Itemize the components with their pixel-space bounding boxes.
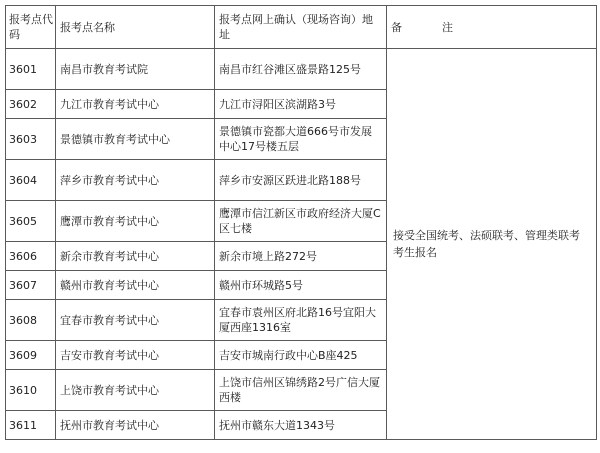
site-name: 鹰潭市教育考试中心 (56, 201, 215, 242)
site-address: 鹰潭市信江新区市政府经济大厦C区七楼 (215, 201, 387, 242)
table-row (6, 49, 597, 90)
header-remark-a: 备 (391, 20, 402, 34)
site-address: 新余市境上路272号 (215, 242, 387, 271)
site-code: 3609 (6, 341, 56, 370)
site-address: 吉安市城南行政中心B座425 (215, 341, 387, 370)
site-name: 新余市教育考试中心 (56, 242, 215, 271)
header-remark (387, 6, 597, 49)
site-address: 萍乡市安源区跃进北路188号 (215, 160, 387, 201)
site-name: 景德镇市教育考试中心 (56, 119, 215, 160)
header-remark-b: 注 (442, 20, 453, 34)
header-address: 报考点网上确认（现场咨询）地址 (215, 6, 387, 49)
site-address: 九江市浔阳区滨湖路3号 (215, 90, 387, 119)
exam-site-table (5, 5, 597, 440)
header-code: 报考点代码 (6, 6, 56, 49)
site-code: 3606 (6, 242, 56, 271)
site-code: 3605 (6, 201, 56, 242)
site-code: 3607 (6, 271, 56, 300)
site-address: 赣州市环城路5号 (215, 271, 387, 300)
site-code: 3611 (6, 411, 56, 440)
site-address: 南昌市红谷滩区盛景路125号 (215, 49, 387, 90)
site-address: 景德镇市瓷都大道666号市发展中心17号楼五层 (215, 119, 387, 160)
site-address: 宜春市袁州区府北路16号宜阳大厦西座1316室 (215, 300, 387, 341)
site-name: 吉安市教育考试中心 (56, 341, 215, 370)
site-code: 3601 (6, 49, 56, 90)
site-code: 3603 (6, 119, 56, 160)
site-name: 抚州市教育考试中心 (56, 411, 215, 440)
site-name: 九江市教育考试中心 (56, 90, 215, 119)
site-name: 赣州市教育考试中心 (56, 271, 215, 300)
site-name: 宜春市教育考试中心 (56, 300, 215, 341)
table-body (6, 49, 597, 440)
site-address: 上饶市信州区锦绣路2号广信大厦西楼 (215, 370, 387, 411)
site-name: 上饶市教育考试中心 (56, 370, 215, 411)
site-address: 抚州市赣东大道1343号 (215, 411, 387, 440)
remark-cell: 接受全国统考、法硕联考、管理类联考考生报名 (387, 49, 597, 440)
site-name: 南昌市教育考试院 (56, 49, 215, 90)
header-row (6, 6, 597, 49)
table-header (6, 6, 597, 49)
site-code: 3604 (6, 160, 56, 201)
site-code: 3608 (6, 300, 56, 341)
header-name: 报考点名称 (56, 6, 215, 49)
site-name: 萍乡市教育考试中心 (56, 160, 215, 201)
site-code: 3610 (6, 370, 56, 411)
site-code: 3602 (6, 90, 56, 119)
